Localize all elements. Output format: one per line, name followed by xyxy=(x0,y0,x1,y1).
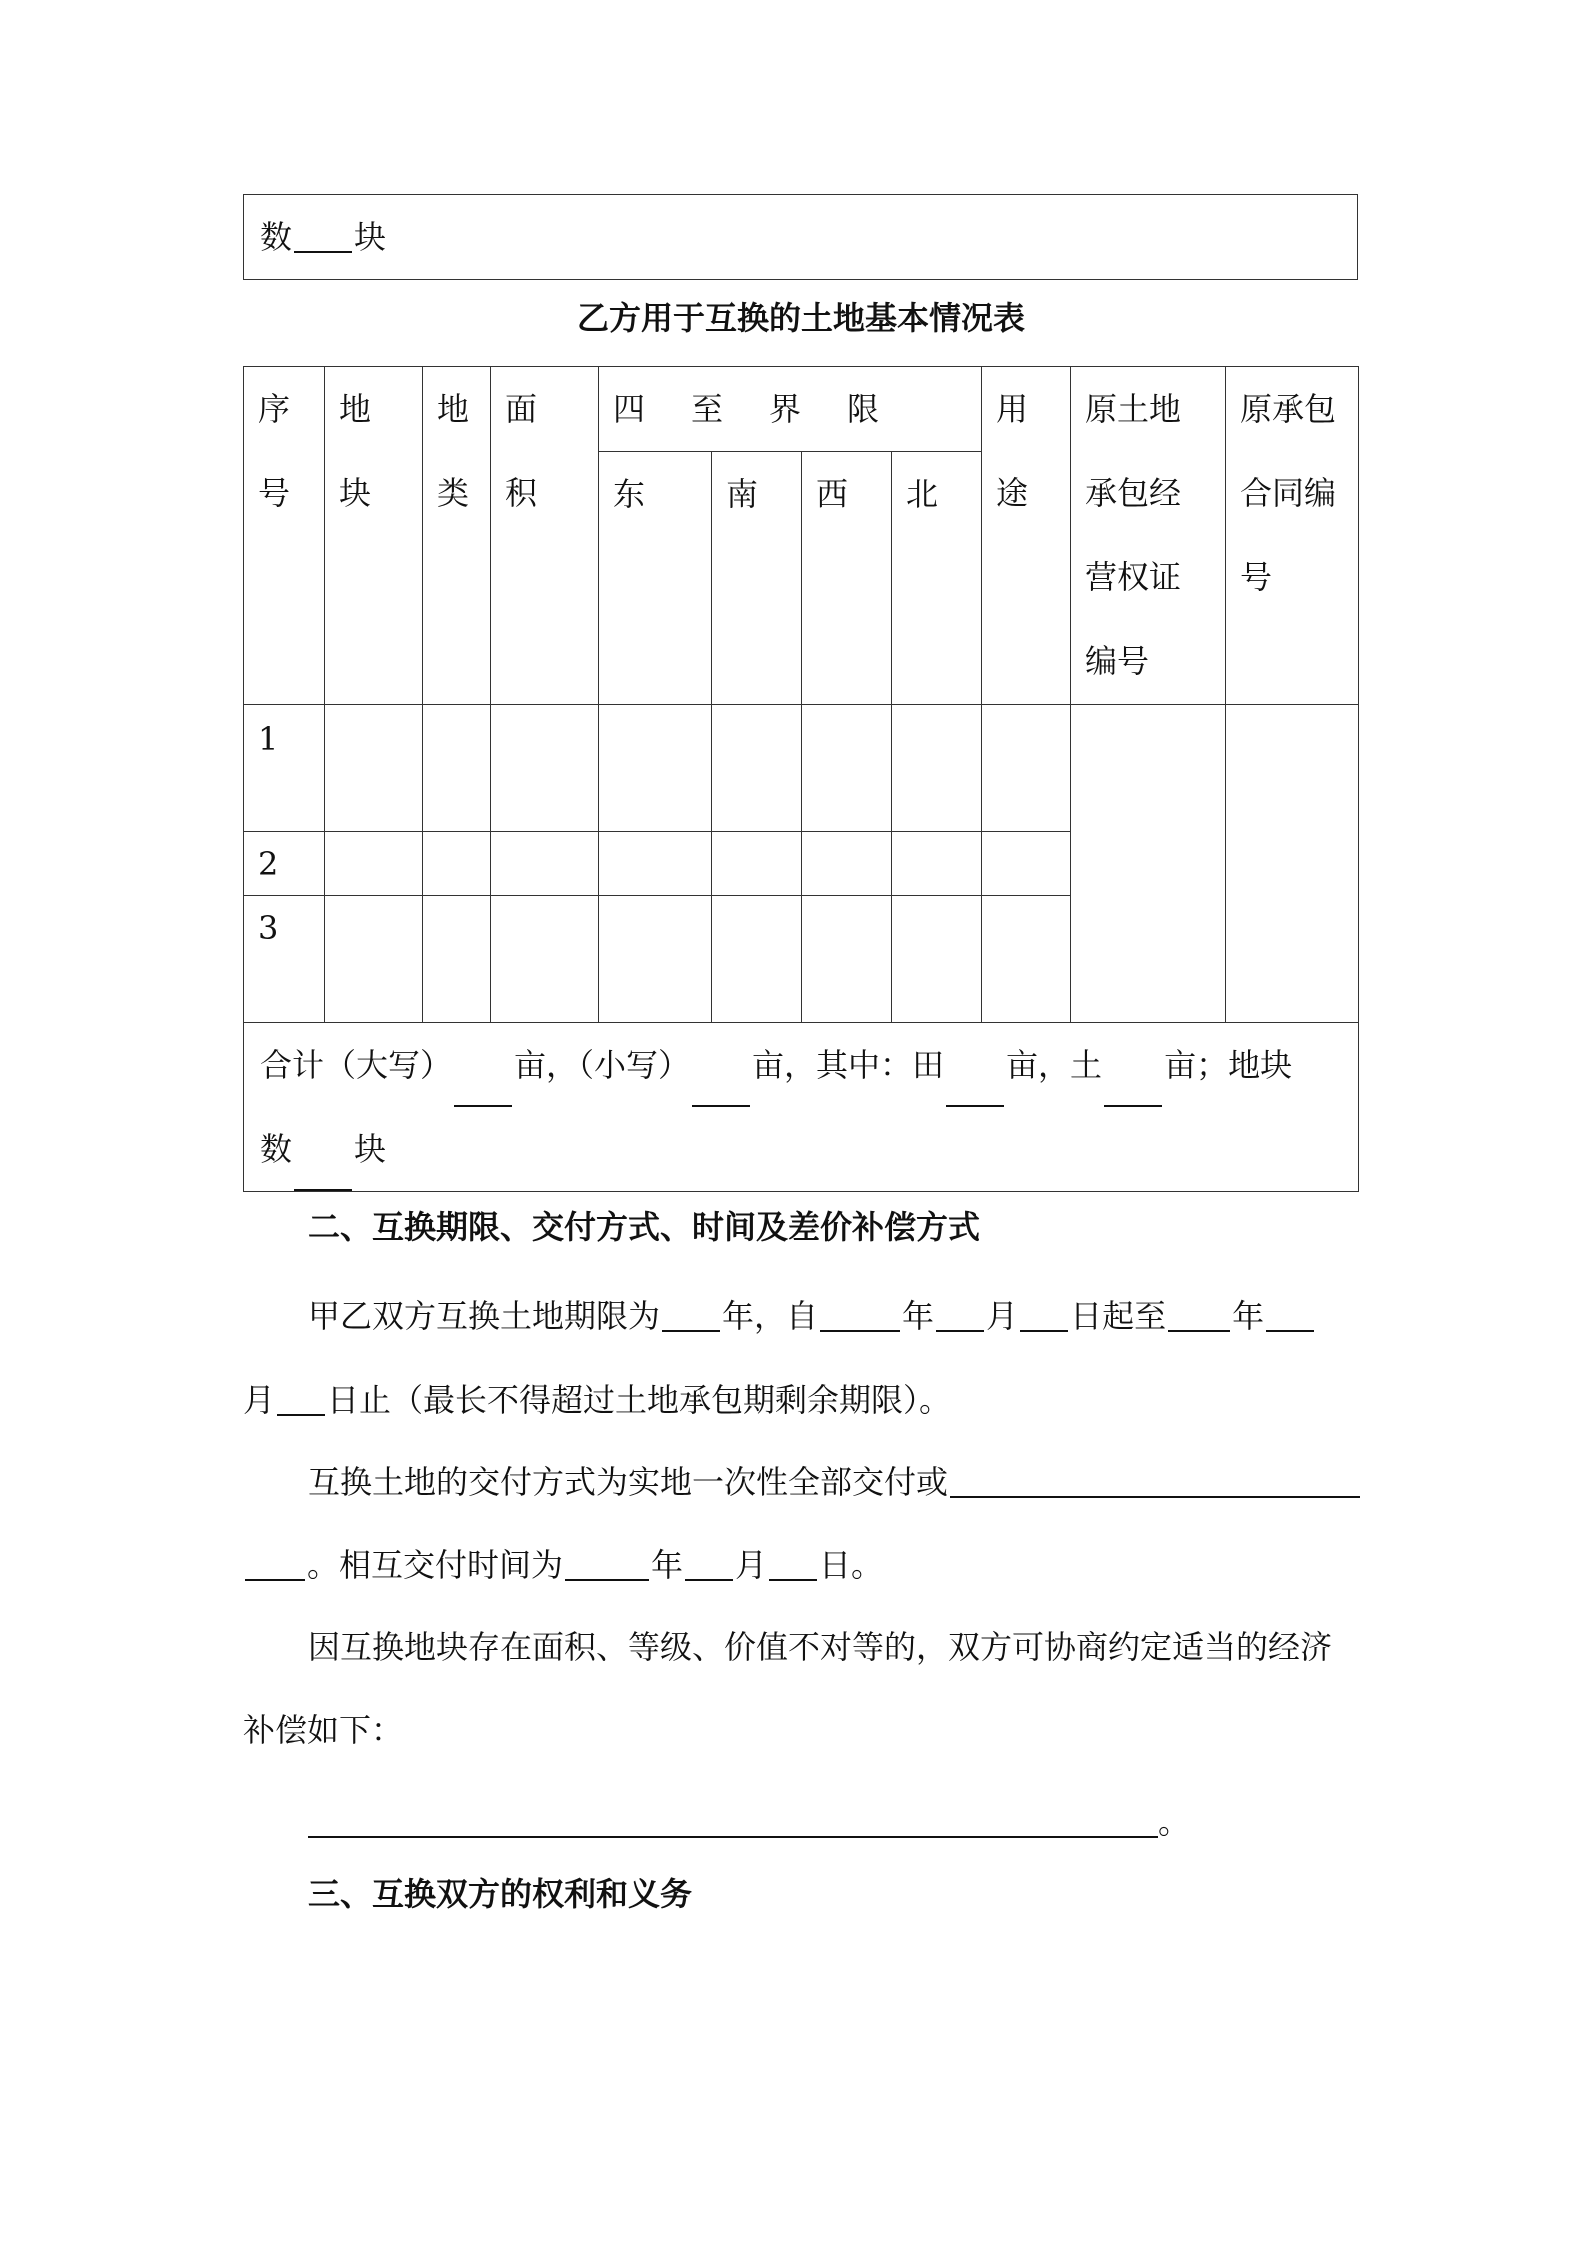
header-west: 西 xyxy=(802,452,892,705)
delivery-paragraph-line1: 互换土地的交付方式为实地一次性全部交付或 xyxy=(308,1466,1362,1498)
prev-count-label: 数 xyxy=(260,218,293,256)
compensation-blank-line: 。 xyxy=(308,1806,1190,1838)
section2-heading: 二、互换期限、交付方式、时间及差价补偿方式 xyxy=(308,1208,981,1246)
header-boundaries: 四 至 界 限 xyxy=(599,367,982,452)
header-plot: 地 块 xyxy=(325,367,423,705)
term-paragraph-line2: 月 日止（最长不得超过土地承包期剩余期限）。 xyxy=(243,1381,952,1419)
total-line-1: 合计（大写） 亩，（小写） 亩，其中：田 亩，土 亩；地块 xyxy=(260,1023,1358,1107)
header-use: 用 途 xyxy=(982,367,1071,705)
table-title: 乙方用于互换的土地基本情况表 xyxy=(577,299,1026,337)
header-area: 面 积 xyxy=(491,367,599,705)
section3-heading: 三、互换双方的权利和义务 xyxy=(308,1875,693,1913)
delivery-paragraph-line2: 。相互交付时间为 年 月 日。 xyxy=(243,1549,883,1581)
prev-plot-count xyxy=(260,218,387,256)
certificate-cell xyxy=(1071,705,1226,1023)
land-info-table xyxy=(243,366,1359,1192)
total-line-2: 数 块 xyxy=(260,1107,1358,1191)
header-east: 东 xyxy=(599,452,712,705)
prev-count-blank xyxy=(294,221,352,253)
header-certificate-no: 原土地 承包经 营权证 编号 xyxy=(1071,367,1226,705)
prev-count-unit: 块 xyxy=(354,218,387,256)
row-number: 3 xyxy=(244,896,325,1023)
compensation-paragraph-line2: 补偿如下： xyxy=(243,1711,404,1749)
table-row xyxy=(244,705,1359,832)
header-seq: 序 号 xyxy=(244,367,325,705)
contract-cell xyxy=(1226,705,1359,1023)
compensation-paragraph-line1: 因互换地块存在面积、等级、价值不对等的，双方可协商约定适当的经济 xyxy=(308,1628,1333,1666)
header-land-type: 地 类 xyxy=(423,367,491,705)
total-row xyxy=(244,1023,1359,1192)
term-paragraph-line1: 甲乙双方互换土地期限为 年，自 年 月 日起至 年 xyxy=(308,1300,1316,1332)
header-contract-no: 原承包 合同编 号 xyxy=(1226,367,1359,705)
header-north: 北 xyxy=(892,452,982,705)
row-number: 1 xyxy=(244,705,325,832)
header-south: 南 xyxy=(712,452,802,705)
row-number: 2 xyxy=(244,832,325,896)
previous-table-fragment xyxy=(243,194,1358,280)
